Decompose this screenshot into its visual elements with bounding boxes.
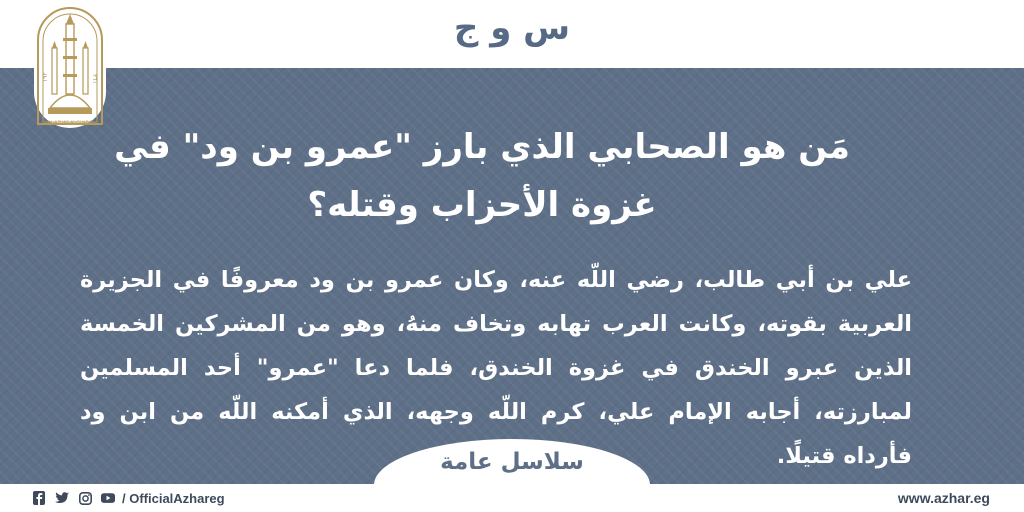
top-bar	[0, 0, 1024, 68]
youtube-icon[interactable]	[101, 491, 115, 505]
svg-text:٣٦١: ٣٦١	[91, 74, 98, 84]
twitter-icon[interactable]	[55, 491, 69, 505]
svg-text:١٩٢: ١٩٢	[42, 72, 49, 82]
main-panel	[0, 68, 1024, 484]
header-label: س و ج	[453, 8, 571, 48]
logo-latin-text: AL-AZHAR AL-SHARIF	[47, 120, 93, 125]
social-links	[32, 490, 225, 506]
question-line-1: مَن هو الصحابي الذي بارز "عمرو بن ود" في	[114, 127, 850, 167]
website-link[interactable]: www.azhar.eg	[897, 490, 990, 506]
mosque-emblem-icon	[34, 4, 106, 128]
answer-text: علي بن أبي طالب، رضي اللّه عنه، وكان عمرو بن ود معروفًا في الجزيرة العربية بقوته، وكانت العرب تهابه وتخاف منهُ، وهو من المشركين الخمسة الذين عبرو الخندق في غزوة الخندق، فلما دعا "عمرو" أحد المسلمين لمبارزته، أجابه الإمام علي، كرم اللّه وجهه، الذي أمكنه اللّه من ابن ود فأرداه قتيلًا.	[80, 267, 912, 469]
instagram-icon[interactable]	[78, 491, 92, 505]
social-handle[interactable]: / OfficialAzhareg	[122, 490, 225, 506]
facebook-icon[interactable]	[32, 491, 46, 505]
question-line-2: غزوة الأحزاب وقتله؟	[307, 185, 657, 225]
question-title	[90, 118, 874, 234]
al-azhar-logo	[34, 4, 106, 128]
category-tab-label: سلاسل عامة	[440, 449, 584, 475]
